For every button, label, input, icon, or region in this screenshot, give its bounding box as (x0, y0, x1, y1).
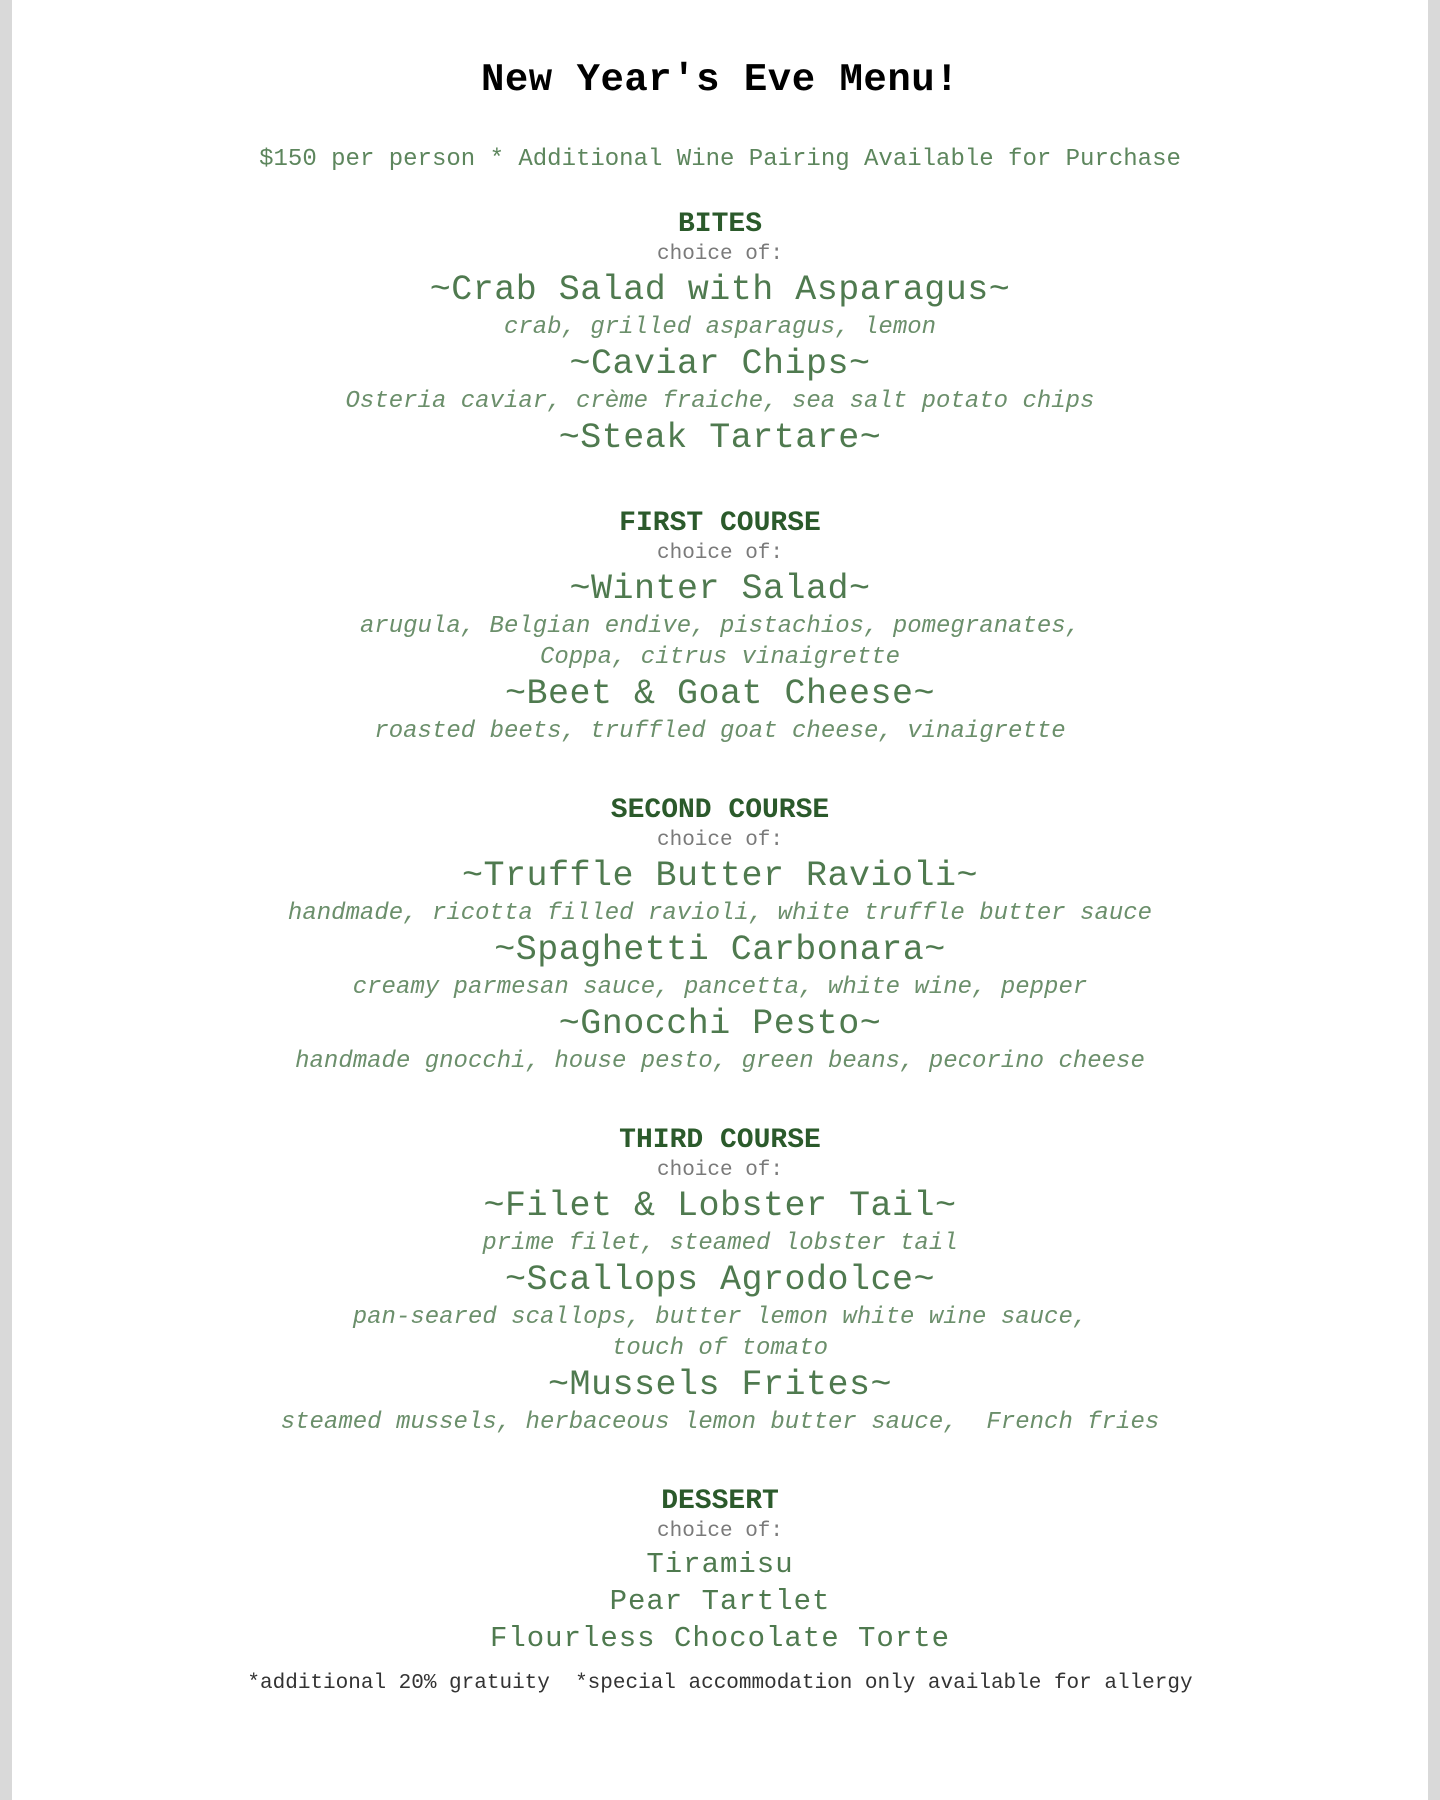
dish-name: ~Winter Salad~ (569, 569, 871, 609)
dish-description: touch of tomato (611, 1335, 829, 1362)
dessert-item: Pear Tartlet (609, 1585, 831, 1618)
section-dessert (12, 1485, 1428, 1657)
dish-name: ~Beet & Goat Cheese~ (504, 674, 936, 714)
dish-name: ~Scallops Agrodolce~ (504, 1260, 936, 1300)
menu-title: New Year's Eve Menu! (480, 58, 960, 102)
dish-description: Osteria caviar, crème fraiche, sea salt potato chips (345, 388, 1095, 415)
dish-name: ~Spaghetti Carbonara~ (494, 930, 946, 970)
choice-label: choice of: (656, 1159, 784, 1182)
dish-description: Coppa, citrus vinaigrette (539, 644, 901, 671)
dish-description: steamed mussels, herbaceous lemon butter sauce, French fries (280, 1409, 1160, 1436)
dish-description: creamy parmesan sauce, pancetta, white wine, pepper (352, 974, 1088, 1001)
dish-description: pan-seared scallops, butter lemon white wine sauce, (352, 1304, 1088, 1331)
section-first-course (12, 507, 1428, 747)
section-third-course (12, 1124, 1428, 1438)
dish-description: crab, grilled asparagus, lemon (503, 314, 937, 341)
dish-description: handmade, ricotta filled ravioli, white truffle butter sauce (287, 900, 1153, 927)
dish-name: ~Caviar Chips~ (569, 344, 871, 384)
menu-page (12, 0, 1428, 1800)
section-second-course (12, 794, 1428, 1077)
section-heading: SECOND COURSE (610, 795, 830, 826)
menu-subtitle: $150 per person * Additional Wine Pairing Available for Purchase (259, 146, 1181, 173)
section-bites (12, 208, 1428, 460)
choice-label: choice of: (656, 243, 784, 266)
dish-description: prime filet, steamed lobster tail (482, 1230, 958, 1257)
menu-body (12, 208, 1428, 1704)
dessert-item: Flourless Chocolate Torte (489, 1622, 951, 1655)
section-heading: THIRD COURSE (619, 1125, 821, 1156)
dish-name: ~Mussels Frites~ (547, 1365, 893, 1405)
section-heading: DESSERT (661, 1486, 779, 1517)
choice-label: choice of: (656, 1520, 784, 1543)
section-heading: FIRST COURSE (619, 508, 821, 539)
dish-name: ~Steak Tartare~ (558, 418, 882, 458)
dish-description: roasted beets, truffled goat cheese, vinaigrette (374, 718, 1066, 745)
dish-name: ~Filet & Lobster Tail~ (483, 1186, 957, 1226)
choice-label: choice of: (656, 829, 784, 852)
dessert-item: Tiramisu (646, 1548, 794, 1581)
course-sections (12, 208, 1428, 1438)
dish-name: ~Gnocchi Pesto~ (558, 1004, 882, 1044)
dish-name: ~Truffle Butter Ravioli~ (461, 856, 979, 896)
dish-description: arugula, Belgian endive, pistachios, pomegranates, (359, 613, 1081, 640)
dish-description: handmade gnocchi, house pesto, green beans, pecorino cheese (295, 1048, 1145, 1075)
section-heading: BITES (677, 209, 762, 240)
choice-label: choice of: (656, 542, 784, 565)
dish-name: ~Crab Salad with Asparagus~ (429, 270, 1011, 310)
footer-note: *additional 20% gratuity *special accommodation only available for allergy (247, 1672, 1193, 1695)
